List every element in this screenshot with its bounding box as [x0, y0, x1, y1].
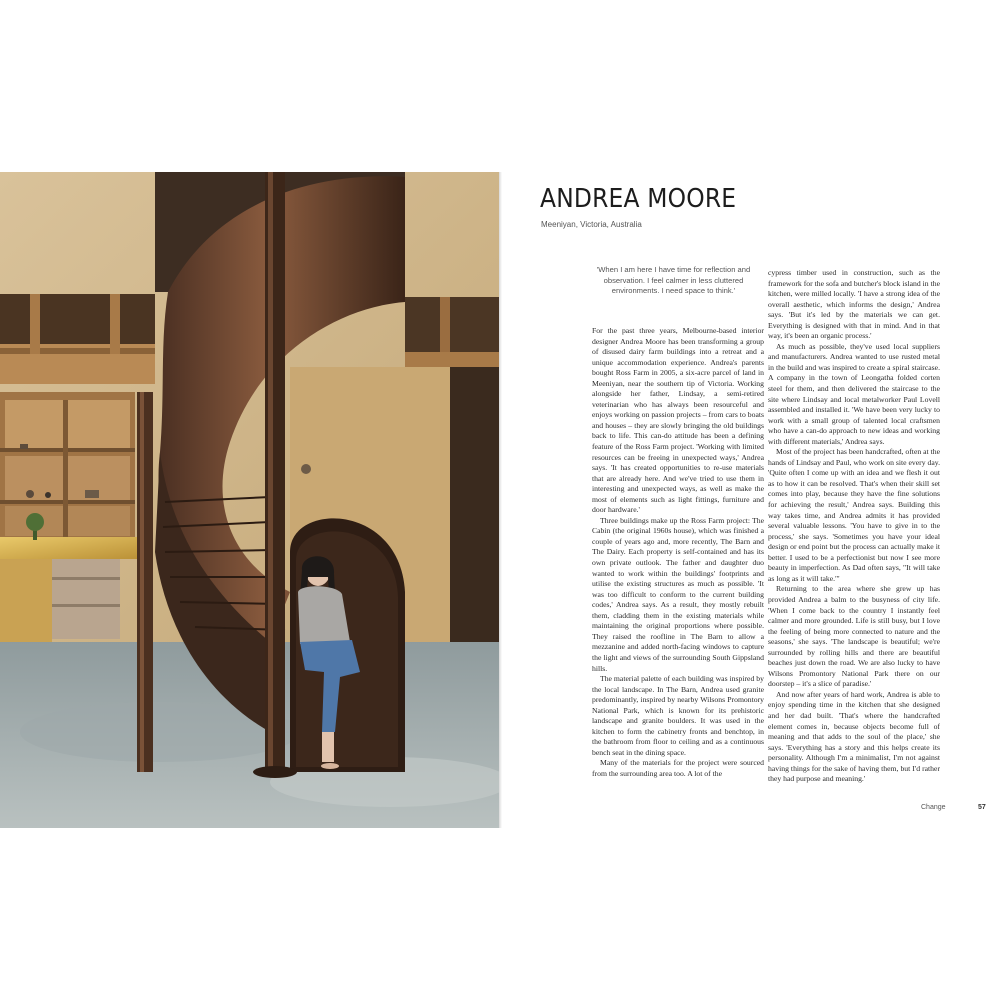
paragraph: Many of the materials for the project were sourced from the surrounding area too. A lot of the [592, 758, 764, 778]
interior-photo [0, 172, 499, 828]
paragraph: Most of the project has been handcrafted, often at the hands of Lindsay and Paul, who work on site every day. 'Quite often I come up with an idea and we flesh it out as to how it can be resolved. That's when their skill set comes into play, because they have the fine solutions for achieving the result,' Andrea says. Building this way takes time, and Andrea admits it has provided several valuable lessons. 'You have to give in to the process,' she says. 'Sometimes you have your ideal design or end point but the process can actually make it better. I used to be a perfectionist but now I see more beauty in imperfection. As Dad often says, "It will take as long as it will take."' [768, 447, 941, 583]
magazine-spread [0, 172, 1000, 828]
article-location: Meeniyan, Victoria, Australia [541, 220, 642, 229]
text-column-1 [592, 326, 764, 780]
paragraph: And now after years of hard work, Andrea is able to enjoy spending time in the kitchen that she designed and her dad built. 'That's where the handcrafted element comes in, because objects become full of meaning and that adds to the soul of the place,' she says. 'Everything has a story and this helps create its personality. Although I'm a minimalist, I'm not against having things for the sake of having them, but I'd rather they had purpose and meaning.' [768, 689, 940, 784]
paragraph: As much as possible, they've used local suppliers and manufacturers. Andrea wanted to use rusted metal in the build and was inspired to create a spiral staircase. A company in the town of Leongatha folded corten steel for them, and then delivered the staircase to the site where Lindsay and local metalworker Paul Lovell assembled and installed it. 'We have been very lucky to work with a small group of talented local craftsmen who have a can-do approach to new ideas and working with different materials,' Andrea says. [768, 341, 940, 446]
paragraph: cypress timber used in construction, such as the framework for the sofa and butcher's block island in the kitchen, were milled locally. 'I have a strong idea of the overall aesthetic, which informs the design,' Andrea says. 'But it's led by the materials we can get. Everything is designed with that in mind. And in that way, it's been an organic process.' [768, 268, 940, 341]
section-label: Change [921, 804, 946, 811]
paragraph: For the past three years, Melbourne-based interior designer Andrea Moore has been transforming a group of disused dairy farm buildings into a retreat and a unique accommodation experience. Andrea's parents bought Ross Farm in 2005, a six-acre parcel of land in Meeniyan, near the southern tip of Victoria. Working alongside her father, Lindsay, a semi-retired veterinarian who has always been resourceful and enjoys working on passion projects – from cars to boats and houses – they are slowly bringing the old buildings back to life. This can-do attitude has been a defining feature of the Ross Farm project. 'Working with limited resources can be freeing in unexpected ways,' Andrea says. 'It has created opportunities to re-use materials that are already here. And we've tried to use them in interesting and unexpected ways, as well as make the most of elements such as light fittings, furniture and door hardware.' [592, 326, 764, 515]
text-column-2 [768, 268, 940, 785]
page-gutter [499, 172, 502, 828]
paragraph: Three buildings make up the Ross Farm project: The Cabin (the original 1960s house), which was finished a couple of years ago and, more recently, The Barn and The Dairy. Each property is self-contained and has its own private outlook. The father and daughter duo wanted to work within the buildings' footprints and utilise the existing structures as much as possible. 'It was too difficult to conform to the current building codes,' Andrea says. As a result, they mostly rebuilt them, cladding them in the existing materials while maintaining the original proportions where possible. They raised the roofline in The Barn to allow a mezzanine and added north-facing windows to capture the light and views of the surrounding South Gippsland hills. [592, 515, 764, 673]
paragraph: The material palette of each building was inspired by the local landscape. In The Barn, Andrea used granite predominantly, inspired by nearby Wilsons Promontory National Park, which is known for its prehistoric landscape and granite boulders. It was used in the kitchen to form the cabinetry fronts and benchtop, in the bathroom from floor to ceiling and as a continuous bench seat in the dining space. [592, 674, 764, 757]
article-title: ANDREA MOORE [540, 184, 737, 214]
pull-quote: 'When I am here I have time for reflection and observation. I feel calmer in less cluttered environments. I need space to think.' [596, 265, 751, 296]
page-number: 57 [978, 804, 986, 811]
paragraph: Returning to the area where she grew up has provided Andrea a balm to the busyness of city life. 'When I come back to the country I instantly feel calmer and more grounded. Life is still busy, but I love the feeling of being more connected to nature and the seasons,' she says. 'The landscape is beautiful; we're surrounded by rolling hills and there are beautiful beaches just down the road. We are also lucky to have Wilsons Promontory National Park there on our doorstep – it's a slice of paradise.' [768, 584, 940, 689]
